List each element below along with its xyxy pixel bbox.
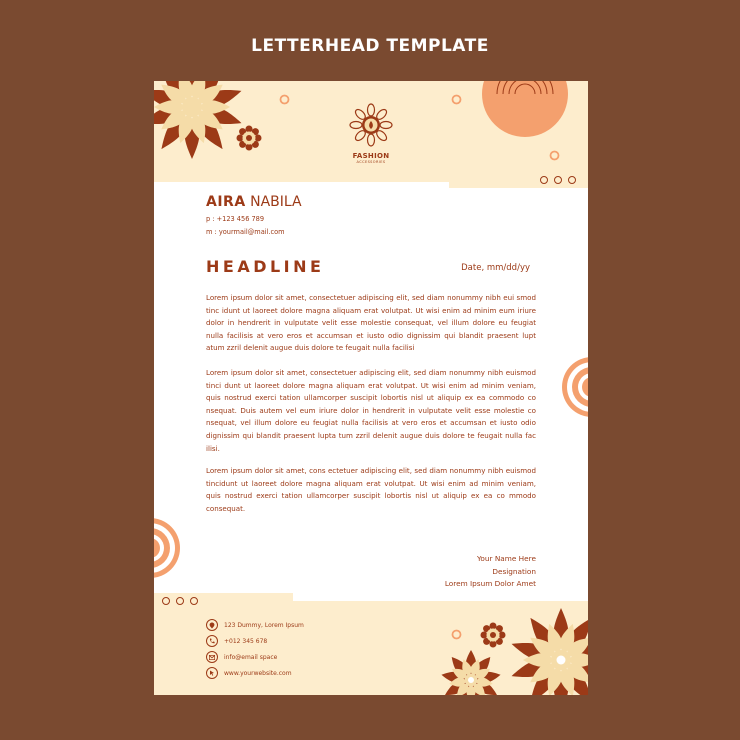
dot-row xyxy=(540,176,576,184)
location-pin-icon xyxy=(206,619,218,631)
sun-circle-decoration xyxy=(482,81,568,137)
dot xyxy=(176,597,184,605)
signature-block xyxy=(445,553,536,591)
signature-designation: Designation xyxy=(492,566,536,576)
ring-decoration xyxy=(154,513,184,583)
flower-icon xyxy=(349,103,393,147)
footer-email-text: info@email space xyxy=(224,653,278,661)
ring-decoration xyxy=(279,94,290,105)
cursor-icon xyxy=(206,667,218,679)
ring-decoration xyxy=(549,150,560,161)
footer-website[interactable] xyxy=(206,667,292,679)
footer-phone-text: +012 345 678 xyxy=(224,637,268,645)
ring-decoration xyxy=(451,629,462,640)
page-title: LETTERHEAD TEMPLATE xyxy=(251,36,489,56)
sender-first-name: AIRA xyxy=(206,194,246,210)
dot xyxy=(162,597,170,605)
flower-icon xyxy=(438,647,504,695)
ring-decoration xyxy=(558,352,588,422)
sender-name xyxy=(206,194,302,210)
phone-icon xyxy=(206,635,218,647)
headline: HEADLINE xyxy=(206,257,325,276)
dot xyxy=(190,597,198,605)
footer-email xyxy=(206,651,277,663)
dot xyxy=(554,176,562,184)
sender-last-name: NABILA xyxy=(250,194,302,210)
dot xyxy=(568,176,576,184)
body-paragraph: Lorem ipsum dolor sit amet, consectetuer adipiscing elit, sed diam nonummy nibh eui smod tinc idunt ut laoreet dolore magna aliquam erat volutpat. Ut wisi enim ad minim eum iriure dolor in hendrerit in vulputate velit esse molestie consequat, vel illum dolore eu feugiat nulla facilisis at vero eros et accumsan et iusto odio dignissim qui blandit praesent lupt atum zzril delenit augue duis dolore te feugait nulla facilisi xyxy=(206,293,536,353)
date: Date, mm/dd/yy xyxy=(461,263,530,273)
dot-row xyxy=(162,597,198,605)
logo-name: FASHION xyxy=(352,152,390,160)
signature-extra: Lorem Ipsum Dolor Amet xyxy=(444,579,536,589)
letterhead-sheet xyxy=(154,81,588,695)
flower-icon xyxy=(506,605,588,695)
body-paragraph: Lorem ipsum dolor sit amet, cons ectetuer adipiscing elit, sed diam nonummy nibh euismod tincidunt ut laoreet dolore magna aliquam erat volutpat. Ut wisi enim ad minim veniam, quis nostrud exerci tation ullamcorper suscipit lobortis nisl ut aliquip ex ea co mmodo consequat. xyxy=(206,466,536,513)
footer-phone xyxy=(206,635,267,647)
footer-address-text: 123 Dummy, Lorem Ipsum xyxy=(224,621,304,629)
mail-icon xyxy=(206,651,218,663)
flower-icon xyxy=(236,125,262,151)
flower-icon xyxy=(480,622,506,648)
body-paragraph: Lorem ipsum dolor sit amet, consectetuer adipiscing elit, sed diam nonummy nibh euismod tinci dunt ut laoreet dolore magna aliquam erat volutpat. Ut wisi enim ad minim veniam, quis nostrud exerci tation ullamcorper suscipit lobortis nisl ut aliquip ex ea commodo co nsequat. Duis autem vel eum iriure dolor in hendrerit in vulputate velit esse molestie co nsequat, vel illum dolore eu feugiat nulla facilisis at vero eros et accumsan et iusto odio dignissim qui blandit praesent lupta tum zzril delenit augue duis dolore te feugait nulla fac ilisi. xyxy=(206,368,536,453)
signature-name: Your Name Here xyxy=(476,554,536,563)
sender-phone: p : +123 456 789 xyxy=(206,215,265,223)
footer-address xyxy=(206,619,304,631)
dot xyxy=(540,176,548,184)
sender-email: m : yourmail@mail.com xyxy=(206,228,285,236)
logo-subtitle: ACCESSORIES xyxy=(356,160,386,164)
footer-website-text[interactable]: www.yourwebsite.com xyxy=(224,669,292,677)
logo xyxy=(344,103,398,164)
ring-decoration xyxy=(451,94,462,105)
